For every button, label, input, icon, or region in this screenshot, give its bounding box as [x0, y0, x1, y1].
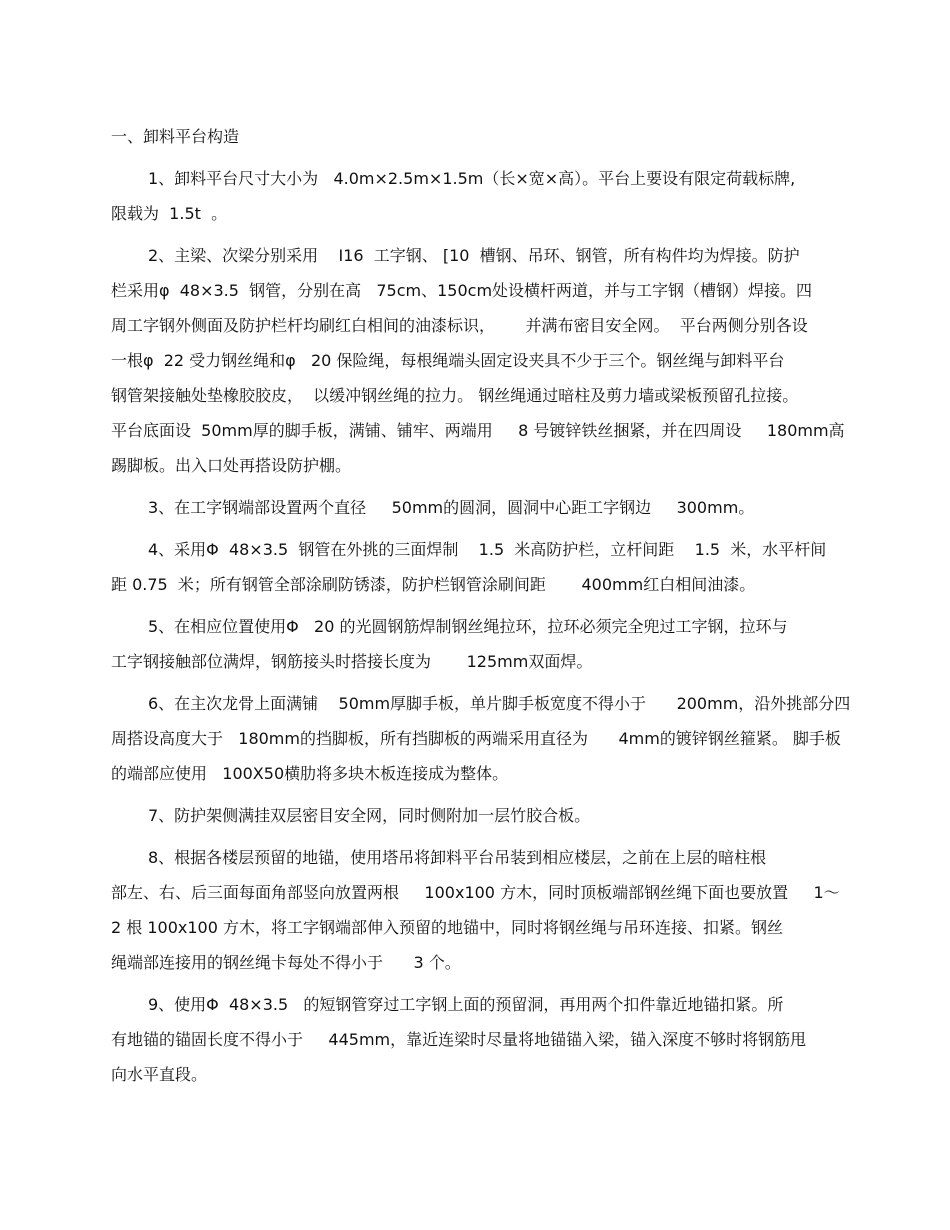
paragraph-2-line-4: 一根φ 22 受力钢丝绳和φ 20 保险绳，每根绳端头固定设夹具不少于三个。钢丝绳与卸料平台	[111, 351, 785, 370]
paragraph-2-line-5: 钢管架接触处垫橡胶胶皮， 以缓冲钢丝绳的拉力。 钢丝绳通过暗柱及剪力墙或梁板预留孔拉接。	[111, 386, 799, 405]
paragraph-8-line-3: 2 根 100x100 方木，将工字钢端部伸入预留的地锚中，同时将钢丝绳与吊环连接、扣紧。钢丝	[111, 918, 783, 937]
paragraph-9-line-2: 有地锚的锚固长度不得小于 445mm，靠近连梁时尽量将地锚锚入梁，锚入深度不够时将钢筋甩	[111, 1030, 807, 1049]
paragraph-6-line-1: 6、在主次龙骨上面满铺 50mm厚脚手板，单片脚手板宽度不得小于 200mm，沿外挑部分四	[148, 694, 851, 713]
paragraph-2-line-7: 踢脚板。出入口处再搭设防护棚。	[111, 456, 352, 475]
paragraph-2-line-1: 2、主梁、次梁分别采用 I16 工字钢、 [10 槽钢、吊环、钢管，所有构件均为焊接。防护	[148, 246, 800, 265]
paragraph-9-line-3: 向水平直段。	[111, 1065, 208, 1084]
paragraph-2-line-3: 周工字钢外侧面及防护栏杆均刷红白相间的油漆标识， 并满布密目安全网。 平台两侧分别各设	[111, 316, 808, 335]
paragraph-2-line-2: 栏采用φ 48×3.5 钢管，分别在高 75cm、150cm处设横杆两道，并与工字钢（槽钢）焊接。四	[111, 281, 813, 300]
paragraph-4-line-1: 4、采用Φ 48×3.5 钢管在外挑的三面焊制 1.5 米高防护栏，立杆间距 1.5 米，水平杆间	[148, 540, 827, 559]
paragraph-8-line-4: 绳端部连接用的钢丝绳卡每处不得小于 3 个。	[111, 953, 461, 972]
paragraph-8-line-1: 8、根据各楼层预留的地锚，使用塔吊将卸料平台吊装到相应楼层，之前在上层的暗柱根	[148, 848, 767, 867]
paragraph-6-line-3: 的端部应使用 100X50横肋将多块木板连接成为整体。	[111, 764, 509, 783]
paragraph-3-line-1: 3、在工字钢端部设置两个直径 50mm的圆洞，圆洞中心距工字钢边 300mm。	[148, 498, 755, 517]
paragraph-6-line-2: 周搭设高度大于 180mm的挡脚板，所有挡脚板的两端采用直径为 4mm的镀锌钢丝箍紧。 脚手板	[111, 729, 841, 748]
paragraph-8-line-2: 部左、右、后三面每面角部竖向放置两根 100x100 方木，同时顶板端部钢丝绳下面也要放置 1～	[111, 883, 840, 902]
paragraph-1-line-2: 限载为 1.5t 。	[111, 204, 228, 223]
section-heading: 一、卸料平台构造	[111, 127, 240, 146]
paragraph-2-line-6: 平台底面设 50mm厚的脚手板，满铺、铺牢、两端用 8 号镀锌铁丝捆紧，并在四周设 180mm高	[111, 421, 845, 440]
paragraph-4-line-2: 距 0.75 米；所有钢管全部涂刷防锈漆，防护栏钢管涂刷间距 400mm红白相间油漆。	[111, 575, 756, 594]
paragraph-9-line-1: 9、使用Φ 48×3.5 的短钢管穿过工字钢上面的预留洞，再用两个扣件靠近地锚扣紧。所	[148, 995, 784, 1014]
paragraph-5-line-2: 工字钢接触部位满焊，钢筋接头时搭接长度为 125mm双面焊。	[111, 652, 593, 671]
paragraph-5-line-1: 5、在相应位置使用Φ 20 的光圆钢筋焊制钢丝绳拉环，拉环必须完全兜过工字钢，拉环与	[148, 617, 788, 636]
paragraph-1-line-1: 1、卸料平台尺寸大小为 4.0m×2.5m×1.5m（长×宽×高）。平台上要设有限定荷载标牌,	[148, 169, 796, 188]
paragraph-7-line-1: 7、防护架侧满挂双层密目安全网，同时侧附加一层竹胶合板。	[148, 806, 591, 825]
